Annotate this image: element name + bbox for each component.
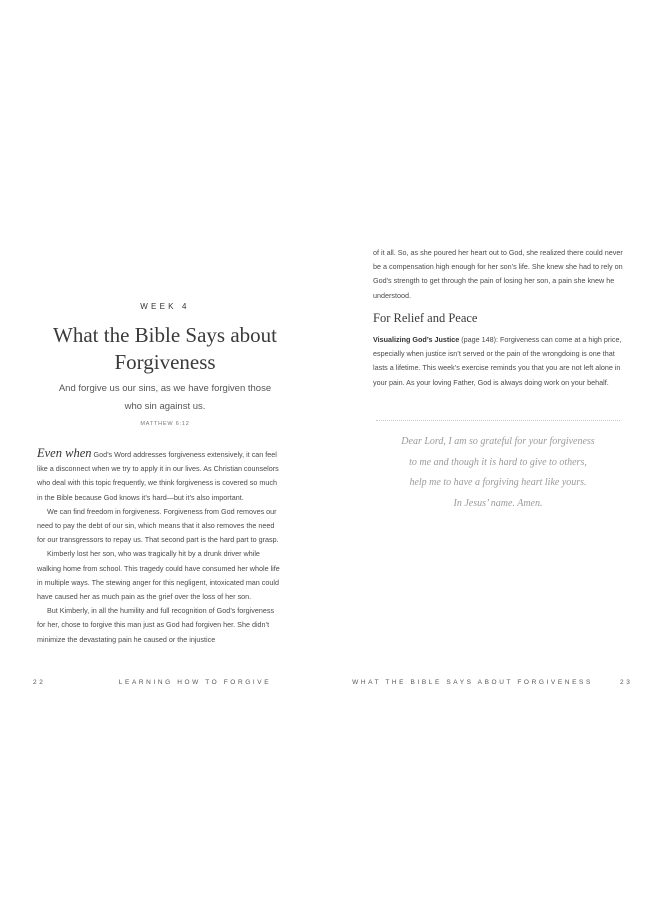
paragraph: of it all. So, as she poured her heart out to God, she realized there could never be a compensation high enough for her son’s life. She knew she had to rely on God’s strength to get through the pain of losing her son, a pain she knew he understood. (373, 248, 623, 300)
epigraph (40, 380, 290, 416)
page-number: 23 (620, 679, 633, 686)
drop-phrase: Even when (37, 446, 92, 460)
prayer-line: Dear Lord, I am so grateful for your forgiveness (401, 436, 595, 447)
paragraph (373, 333, 623, 390)
prayer-line: to me and though it is hard to give to others, (409, 456, 587, 468)
prayer-line: help me to have a forgiving heart like yours. (409, 477, 587, 488)
body-text (37, 446, 282, 647)
paragraph-text: God’s Word addresses forgiveness extensively, it can feel like a disconnect when we try to apply it in our lives. As Christian counselors who deal with this topic frequently, we think forgiveness is covered so much in the Bible because God knows it’s hard—but it’s also important. (37, 450, 279, 502)
epigraph-line: who sin against us. (124, 401, 206, 412)
epigraph-reference: MATTHEW 6:12 (140, 421, 190, 427)
week-label: WEEK 4 (140, 302, 190, 311)
prayer-line: In Jesus’ name. Amen. (453, 497, 543, 509)
paragraph (37, 446, 282, 505)
right-page (330, 0, 660, 904)
body-text (373, 246, 623, 303)
paragraph-text: (page 148): Forgiveness can come at a high price, especially when justice isn’t served or the pain of the wrongdoing is one that lasts a lifetime. This week’s exercise reminds you that you are not left alone in your pain. As your loving Father, God is always doing work on your behalf. (373, 335, 622, 387)
paragraph: But Kimberly, in all the humility and full recognition of God’s forgiveness for her, chose to forgive this man just as God had forgiven her. She didn’t minimize the devastating pain he caused or the injustice (37, 606, 275, 644)
page-number: 22 (33, 679, 46, 686)
section-subhead: For Relief and Peace (373, 311, 478, 325)
epigraph-line: And forgive us our sins, as we have forgiven those (58, 383, 272, 394)
divider (376, 420, 620, 421)
running-head: LEARNING HOW TO FORGIVE (118, 679, 272, 686)
running-head: WHAT THE BIBLE SAYS ABOUT FORGIVENESS (352, 679, 593, 686)
paragraph: Kimberly lost her son, who was tragically hit by a drunk driver while walking home from school. This tragedy could have consumed her whole life in multiple ways. The stewing anger for this negligent, intoxicated man could have caused her as much pain as the grief over the loss of her son. (37, 549, 280, 602)
chapter-title: What the Bible Says about Forgiveness (53, 323, 277, 374)
exercise-link[interactable]: Visualizing God’s Justice (373, 335, 460, 344)
paragraph: We can find freedom in forgiveness. Forgiveness from God removes our need to pay the debt of our sin, which means that it also removes the need for our transgressors to repay us. That second part is the hard part to grasp. (37, 506, 279, 545)
prayer (370, 432, 626, 514)
exercise-text (373, 333, 623, 390)
